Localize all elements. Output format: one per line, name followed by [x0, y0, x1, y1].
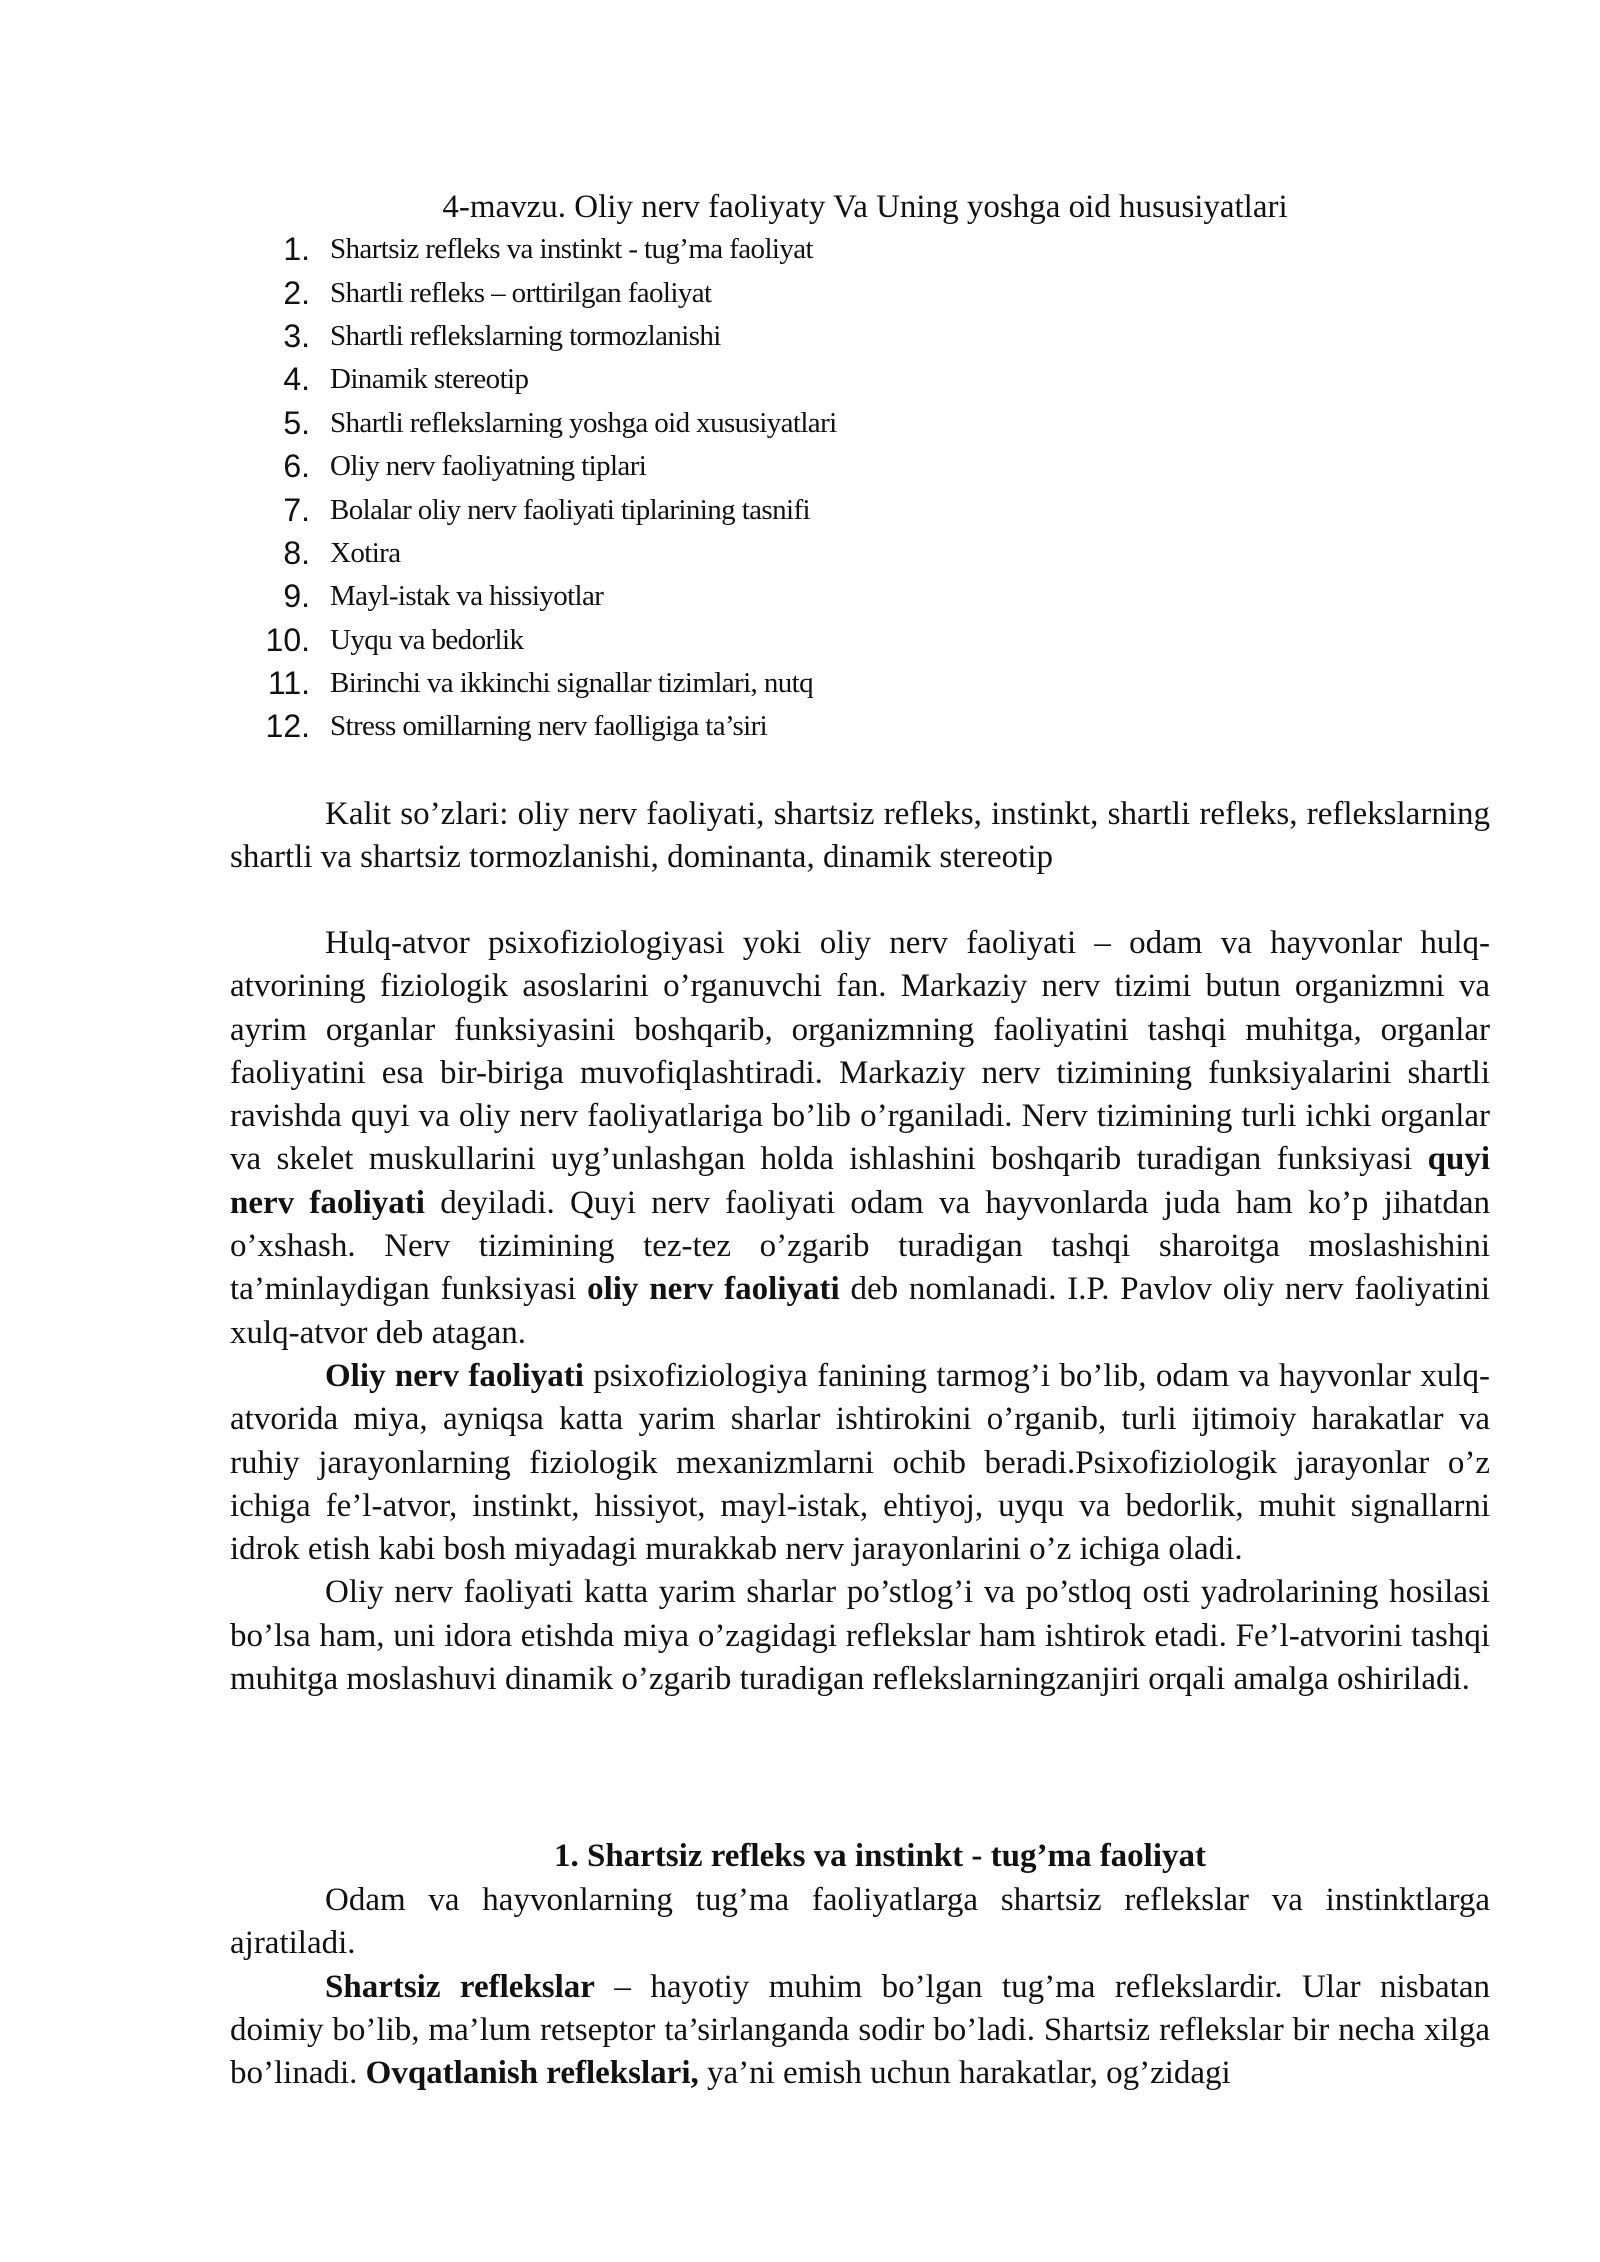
list-text: Shartli reflekslarning tormozlanishi	[330, 319, 721, 352]
list-item	[230, 228, 1480, 271]
list-text: Mayl-istak va hissiyotlar	[330, 580, 604, 613]
bold-term: Ovqatlanish reflekslari,	[365, 2055, 699, 2092]
list-number: 7.	[283, 491, 310, 528]
list-text: Shartli reflekslarning yoshga oid xususiyatlari	[330, 406, 837, 439]
topic-list	[230, 228, 1480, 749]
paragraph	[230, 922, 1490, 1355]
list-number: 12.	[265, 708, 310, 745]
bold-term: Oliy nerv faoliyati	[325, 1357, 584, 1394]
paragraph	[230, 1966, 1490, 2096]
list-text: Dinamik stereotip	[330, 363, 529, 396]
list-item	[230, 532, 1480, 575]
list-text: Stress omillarning nerv faolligiga ta’siri	[330, 710, 768, 743]
list-text: Xotira	[330, 536, 401, 569]
list-number: 4.	[283, 361, 310, 398]
list-number: 8.	[283, 534, 310, 571]
list-number: 9.	[283, 578, 310, 615]
list-item	[230, 358, 1480, 401]
list-number: 11.	[267, 665, 310, 702]
list-text: Shartsiz refleks va instinkt - tug’ma faoliyat	[330, 233, 813, 266]
list-item	[230, 402, 1480, 445]
keywords-block	[230, 793, 1490, 880]
list-item	[230, 619, 1480, 662]
list-number: 6.	[283, 448, 310, 485]
text-run: – hayotiy muhim bo’lgan tug’ma reflekslardir. Ular nisbatan doimiy bo’lib, ma’lum retseptor ta’sirlanganda sodir bo’ladi. Shartsiz reflekslar bir necha xilga bo’linadi.	[230, 1968, 1490, 2092]
list-item	[230, 271, 1480, 314]
list-number: 5.	[283, 404, 310, 441]
list-number: 10.	[265, 621, 310, 658]
text-run: deb nomlanadi. I.P. Pavlov oliy nerv faoliyatini xulq-atvor deb atagan.	[230, 1271, 1490, 1351]
paragraph	[230, 1355, 1490, 1571]
list-number: 3.	[283, 317, 310, 354]
paragraph: Odam va hayvonlarning tug’ma faoliyatlarga shartsiz reflekslar va instinktlarga ajratiladi.	[230, 1882, 1490, 1962]
text-run: psixofiziologiya fanining tarmog’i bo’lib, odam va hayvonlar xulq-atvorida miya, ayniqsa katta yarim sharlar ishtirokini o’rganib, turli ijtimoiy harakatlar va ruhiy jarayonlarning fiziologik mexanizmlarni ochib beradi.Psixofiziologik jarayonlar o’z ichiga fe’l-atvor, instinkt, hissiyot, mayl-istak, ehtiyoj, uyqu va bedorlik, muhit signallarni idrok etish kabi bosh miyadagi murakkab nerv jarayonlarini o’z ichiga oladi.	[230, 1357, 1491, 1568]
list-text: Bolalar oliy nerv faoliyati tiplarining tasnifi	[330, 493, 810, 526]
list-text: Shartli refleks – orttirilgan faoliyat	[330, 276, 712, 309]
list-item	[230, 488, 1480, 531]
list-item	[230, 445, 1480, 488]
list-item	[230, 575, 1480, 618]
text-run: deyiladi. Quyi nerv faoliyati odam va hayvonlarda juda ham ko’p jihatdan o’xshash. Nerv tizimining tez-tez o’zgarib turadigan tashqi sharoitga moslashishini ta’minlaydigan funksiyasi	[230, 1184, 1491, 1308]
page-title: 4-mavzu. Oliy nerv faoliyaty Va Uning yoshga oid hususiyatlari	[442, 189, 1288, 225]
list-item	[230, 662, 1480, 705]
section-heading: 1. Shartsiz refleks va instinkt - tug’ma faoliyat	[553, 1838, 1207, 1874]
bold-term: Shartsiz reflekslar	[325, 1968, 595, 2005]
section-1	[230, 1833, 1490, 2095]
list-number: 1.	[283, 231, 310, 268]
list-item	[230, 705, 1480, 748]
bold-term: oliy nerv faoliyati	[587, 1271, 840, 1308]
keywords-paragraph: Kalit so’zlari: oliy nerv faoliyati, shartsiz refleks, instinkt, shartli refleks, reflekslarning shartli va shartsiz tormozlanishi, dominanta, dinamik stereotip	[230, 796, 1490, 876]
list-text: Uyqu va bedorlik	[330, 623, 524, 656]
text-run: Hulq-atvor psixofiziologiyasi yoki oliy nerv faoliyati – odam va hayvonlar hulq-atvorining fiziologik asoslarini o’rganuvchi fan. Markaziy nerv tizimi butun organizmni va ayrim organlar funksiyasini boshqarib, organizmning faoliyatini tashqi muhitga, organlar faoliyatini esa bir-biriga muvofiqlashtiradi. Markaziy nerv tizimining funksiyalarini shartli ravishda quyi va oliy nerv faoliyatlariga bo’lib o’rganiladi. Nerv tizimining turli ichki organlar va skelet muskullarini uyg’unlashgan holda ishlashini boshqarib turadigan funksiyasi	[230, 925, 1490, 1178]
paragraph: Oliy nerv faoliyati katta yarim sharlar po’stlog’i va po’stloq osti yadrolarining hosilasi bo’lsa ham, uni idora etishda miya o’zagidagi reflekslar ham ishtirok etadi. Fe’l-atvorini tashqi muhitga moslashuvi dinamik o’zgarib turadigan reflekslarningzanjiri orqali amalga oshiriladi.	[230, 1574, 1490, 1698]
bold-term: quyi nerv faoliyati	[230, 1141, 1491, 1221]
list-number: 2.	[283, 274, 310, 311]
intro-text	[230, 922, 1490, 1701]
list-item	[230, 315, 1480, 358]
list-text: Oliy nerv faoliyatning tiplari	[330, 450, 647, 483]
text-run: ya’ni emish uchun harakatlar, og’zidagi	[706, 2055, 1231, 2092]
list-text: Birinchi va ikkinchi signallar tizimlari, nutq	[330, 667, 814, 700]
